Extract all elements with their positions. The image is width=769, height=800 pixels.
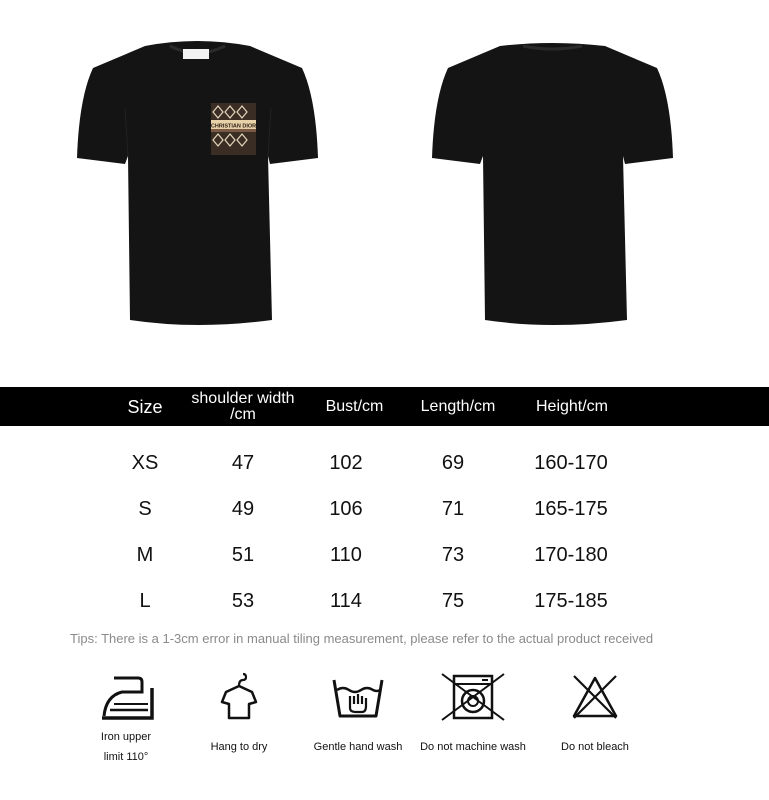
cell-height: 160-170 xyxy=(534,451,608,474)
cell-shoulder: 53 xyxy=(231,589,255,612)
table-row xyxy=(0,540,769,570)
cell-size: S xyxy=(138,497,152,520)
care-label-hang-dry: Hang to dry xyxy=(210,741,268,753)
cell-length: 73 xyxy=(441,543,465,566)
header-bust: Bust/cm xyxy=(325,397,384,415)
cell-length: 71 xyxy=(441,497,465,520)
tshirt-back-image xyxy=(425,38,680,333)
care-label-no-bleach: Do not bleach xyxy=(561,741,629,753)
care-item-no-machine-wash xyxy=(412,672,534,782)
cell-length: 69 xyxy=(441,451,465,474)
care-item-iron xyxy=(88,672,164,782)
cell-bust: 114 xyxy=(330,589,362,612)
no-machine-wash-icon xyxy=(440,672,506,722)
cell-height: 175-185 xyxy=(534,589,608,612)
care-item-no-bleach xyxy=(550,672,640,782)
care-item-hand-wash xyxy=(308,672,408,782)
hang-dry-icon xyxy=(214,672,264,722)
front-logo-label: CHRISTIAN DIOR xyxy=(210,123,257,130)
cell-height: 170-180 xyxy=(534,543,608,566)
care-label-iron-1: Iron upper xyxy=(100,731,152,743)
cell-size: XS xyxy=(131,451,159,474)
header-size: Size xyxy=(127,396,163,417)
cell-size: M xyxy=(136,543,154,566)
cell-height: 165-175 xyxy=(534,497,608,520)
cell-shoulder: 51 xyxy=(231,543,255,566)
cell-shoulder: 47 xyxy=(231,451,255,474)
header-shoulder xyxy=(183,387,303,426)
product-images xyxy=(0,0,769,360)
cell-bust: 110 xyxy=(330,543,362,566)
header-length: Length/cm xyxy=(420,397,496,415)
header-height: Height/cm xyxy=(535,397,609,415)
no-bleach-icon xyxy=(570,672,620,722)
care-label-iron-2: limit 110° xyxy=(103,751,149,763)
measurement-tips: Tips: There is a 1-3cm error in manual tiling measurement, please refer to the actual product received xyxy=(70,631,654,646)
care-item-hang-dry xyxy=(200,672,278,782)
cell-bust: 106 xyxy=(329,497,363,520)
cell-length: 75 xyxy=(441,589,465,612)
header-shoulder-line2: /cm xyxy=(230,405,256,423)
care-label-no-machine-wash: Do not machine wash xyxy=(420,741,526,753)
hand-wash-icon xyxy=(330,672,386,722)
size-table-header xyxy=(0,387,769,426)
care-label-hand-wash: Gentle hand wash xyxy=(313,741,403,753)
iron-icon xyxy=(96,672,156,722)
tshirt-front-image xyxy=(70,38,325,333)
cell-shoulder: 49 xyxy=(231,497,255,520)
table-row xyxy=(0,586,769,616)
table-row xyxy=(0,494,769,524)
cell-size: L xyxy=(139,589,151,612)
header-shoulder-line1: shoulder width xyxy=(191,389,295,407)
table-row xyxy=(0,448,769,478)
cell-bust: 102 xyxy=(329,451,363,474)
